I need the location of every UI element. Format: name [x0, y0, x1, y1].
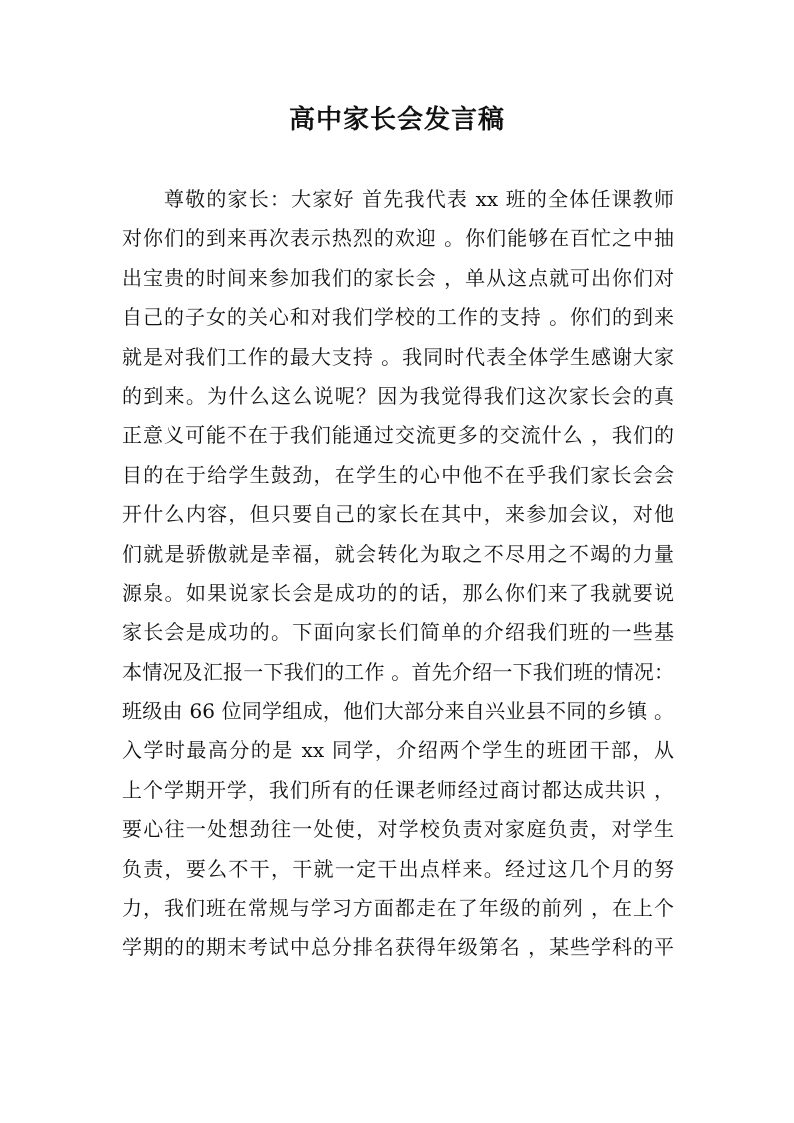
- text-line: 对你们的到来再次表示热烈的欢迎 。你们能够在百忙之中抽: [122, 226, 674, 251]
- text-line: 目的在于给学生鼓劲，在学生的心中他不在乎我们家长会会: [122, 462, 674, 487]
- document-body: [122, 180, 674, 968]
- text-line: 就是对我们工作的最大支持 。我同时代表全体学生感谢大家: [122, 344, 674, 369]
- text-line: 尊敬的家长：大家好 首先我代表 xx 班的全体任课教师: [164, 187, 674, 211]
- text-line: 本情况及汇报一下我们的工作 。首先介绍一下我们班的情况：: [122, 659, 674, 684]
- text-line: 自己的子女的关心和对我们学校的工作的支持 。你们的到来: [122, 305, 674, 330]
- text-line: 负责，要么不干，干就一定干出点样来。经过这几个月的努: [122, 856, 674, 881]
- text-line: 要心往一处想劲往一处使，对学校负责对家庭负责，对学生: [122, 817, 674, 842]
- text-line: 上个学期开学，我们所有的任课老师经过商讨都达成共识 ，: [122, 777, 674, 802]
- text-line: 正意义可能不在于我们能通过交流更多的交流什么 ，我们的: [122, 423, 674, 448]
- document-title: 高中家长会发言稿: [288, 105, 505, 135]
- text-line: 们就是骄傲就是幸福，就会转化为取之不尽用之不竭的力量: [122, 541, 674, 566]
- text-line: 力，我们班在常规与学习方面都走在了年级的前列 ，在上个: [122, 896, 674, 921]
- text-line: 家长会是成功的。下面向家长们简单的介绍我们班的一些基: [122, 620, 674, 645]
- text-line: 学期的的期末考试中总分排名获得年级第名 ，某些学科的平: [122, 935, 674, 960]
- text-line: 开什么内容，但只要自己的家长在其中，来参加会议，对他: [122, 502, 674, 527]
- text-line: 出宝贵的时间来参加我们的家长会 ，单从这点就可出你们对: [122, 265, 674, 290]
- text-line: 入学时最高分的是 xx 同学，介绍两个学生的班团干部，从: [122, 738, 674, 763]
- text-line: 的到来。为什么这么说呢？因为我觉得我们这次家长会的真: [122, 383, 674, 408]
- text-line: 班级由 66 位同学组成，他们大部分来自兴业县不同的乡镇 。: [122, 699, 674, 724]
- text-line: 源泉。如果说家长会是成功的的话，那么你们来了我就要说: [122, 580, 674, 605]
